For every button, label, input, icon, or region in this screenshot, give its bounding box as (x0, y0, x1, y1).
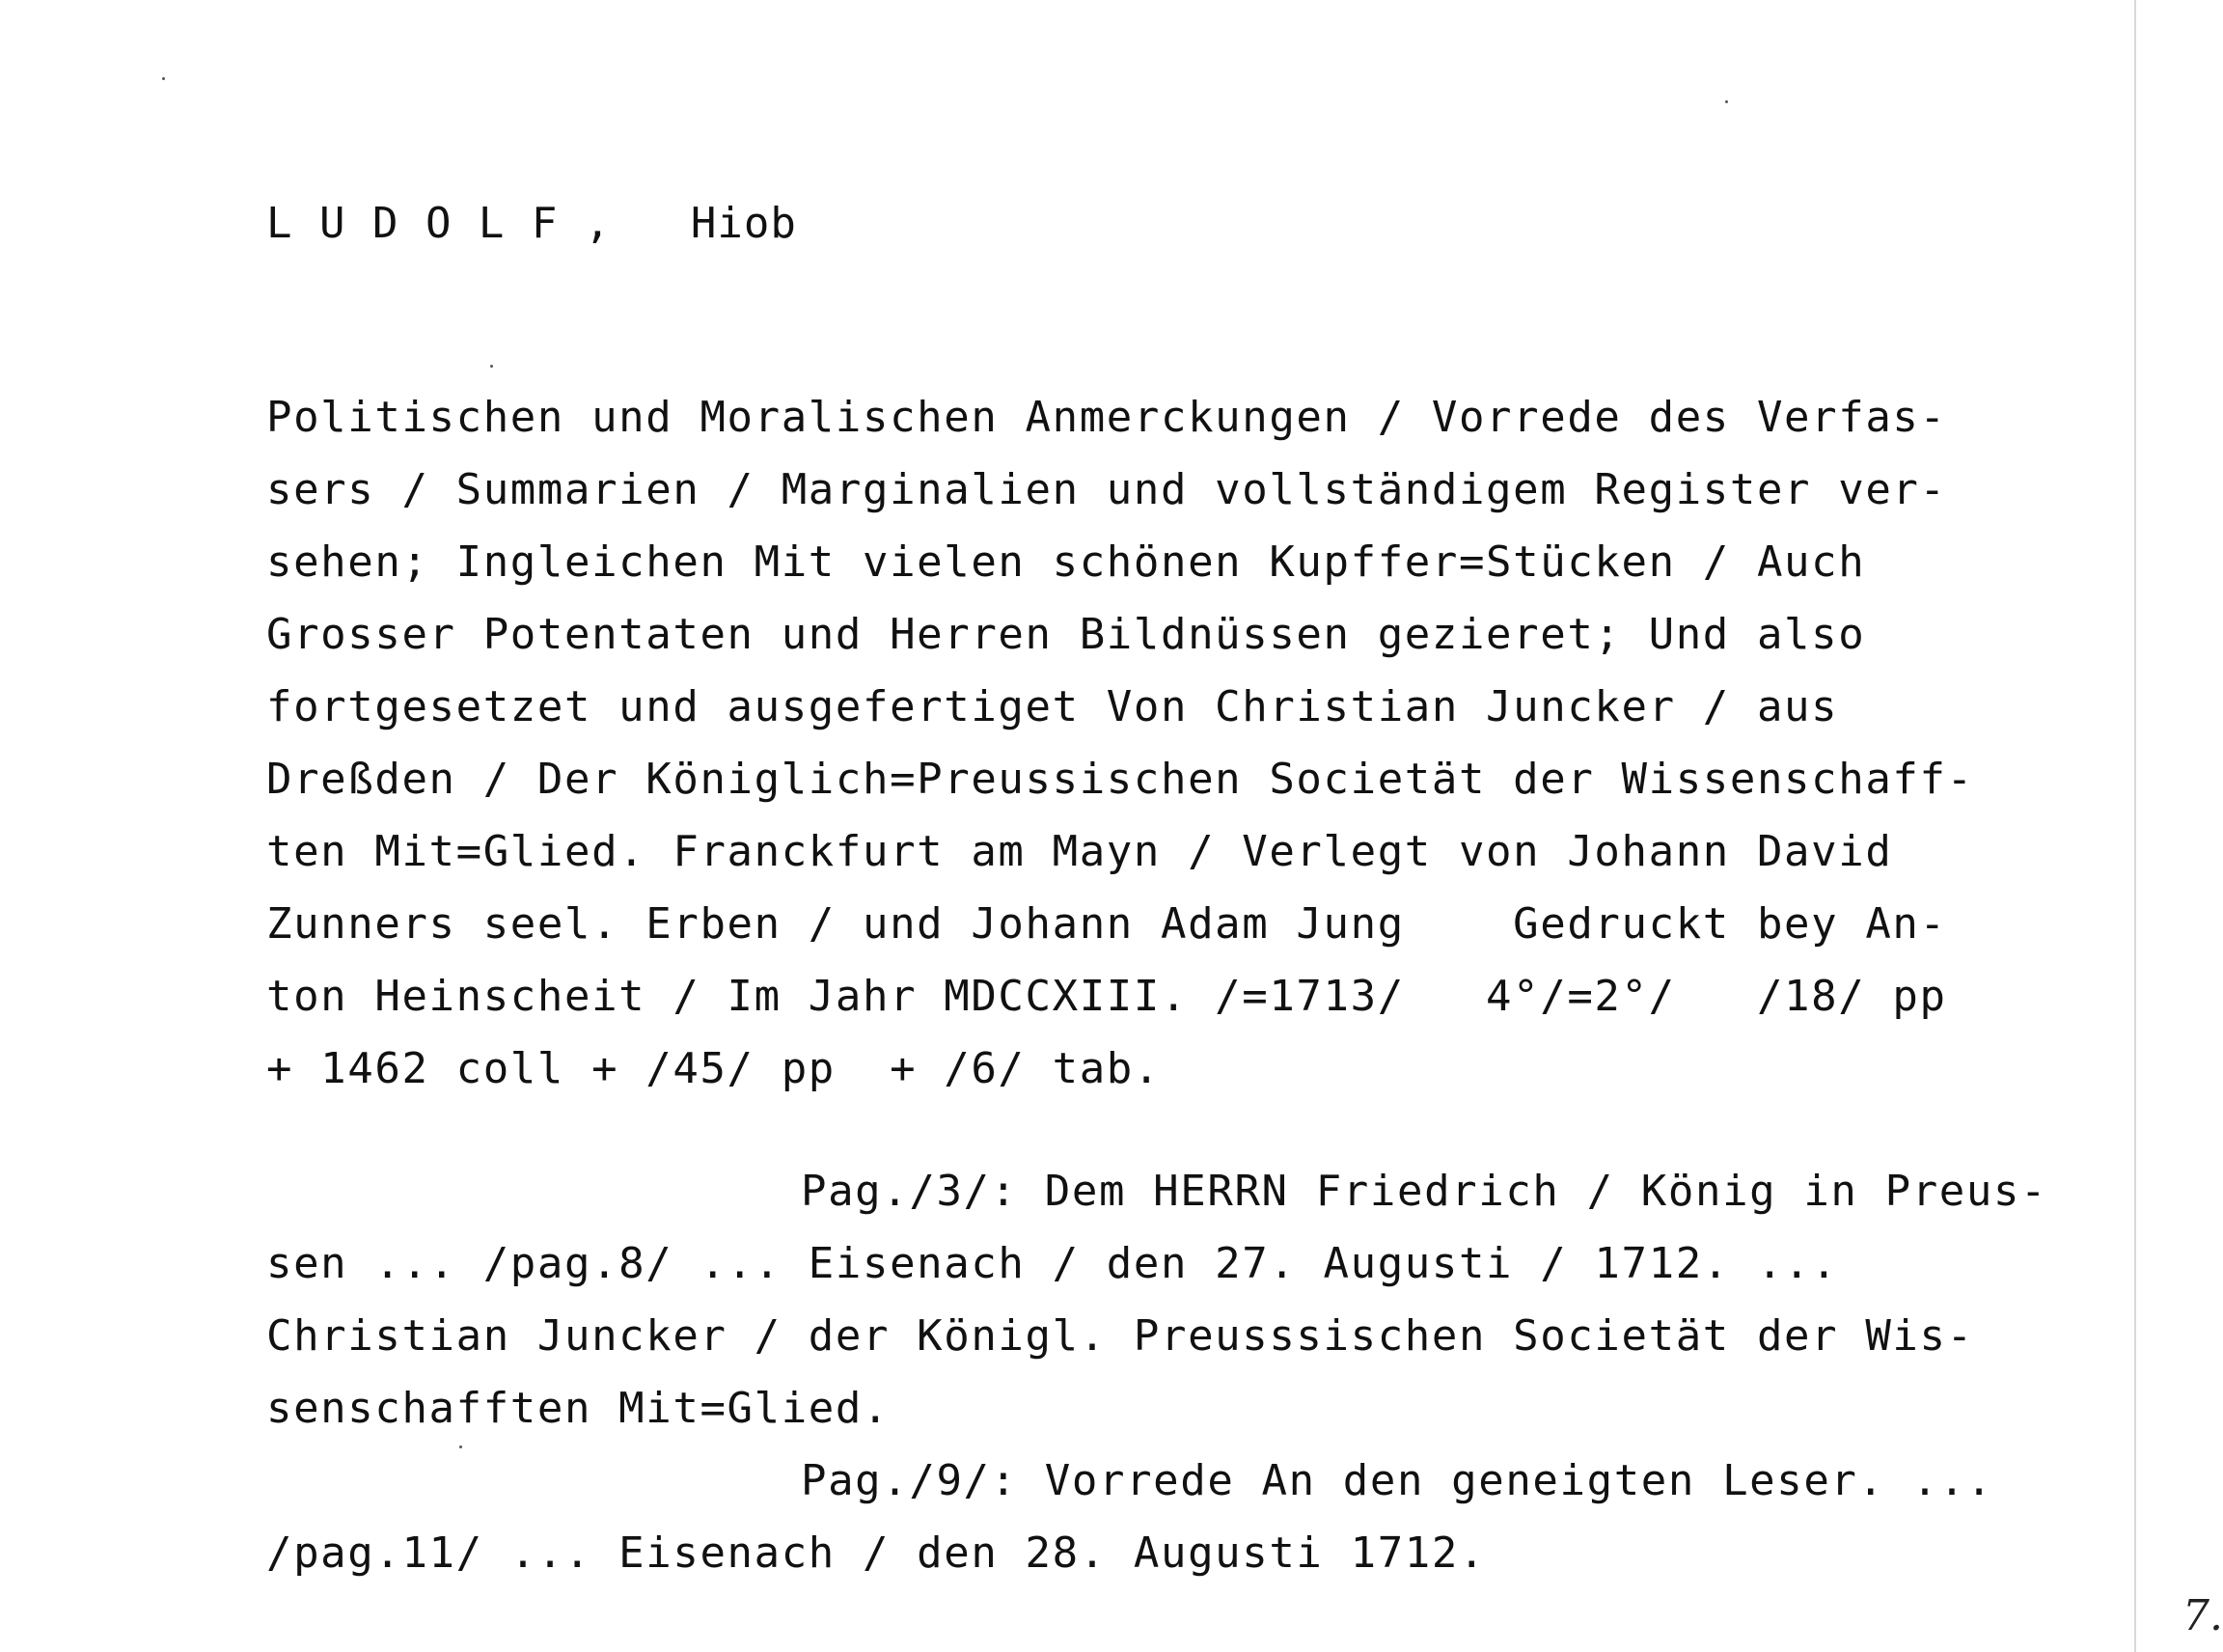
paper-speck (1725, 100, 1728, 103)
description-block (266, 381, 2128, 1589)
text-line: Politischen und Moralischen Anmerckungen / Vorrede des Verfas- (266, 393, 1947, 442)
text-line: Dreßden / Der Königlich=Preussischen Societät der Wissenschaff- (266, 755, 1974, 804)
text-line: fortgesetzet und ausgefertiget Von Christian Juncker / aus (266, 682, 1839, 731)
paper-speck (490, 365, 493, 368)
text-line: + 1462 coll + /45/ pp + /6/ tab. (266, 1044, 1161, 1093)
text-line: sen ... /pag.8/ ... Eisenach / den 27. Augusti / 1712. ... (266, 1239, 1839, 1288)
author-heading: L U D O L F , Hiob (266, 199, 797, 248)
text-line-indented: Pag./3/: Dem HERRN Friedrich / König in Preus- (801, 1167, 2048, 1216)
card-edge-line (2134, 0, 2136, 1652)
paragraph-gap (266, 1105, 2128, 1155)
paper-speck (162, 77, 165, 80)
text-line-indented: Pag./9/: Vorrede An den geneigten Leser. ... (801, 1456, 1993, 1505)
text-line: ton Heinscheit / Im Jahr MDCCXIII. /=1713/ 4°/=2°/ /18/ pp (266, 972, 1947, 1021)
text-line: Zunners seel. Erben / und Johann Adam Jung Gedruckt bey An- (266, 899, 1947, 949)
text-line: Christian Juncker / der Königl. Preusssischen Societät der Wis- (266, 1311, 1974, 1361)
text-line: Grosser Potentaten und Herren Bildnüssen gezieret; Und also (266, 610, 1866, 659)
text-line: senschafften Mit=Glied. (266, 1384, 891, 1433)
text-line: /pag.11/ ... Eisenach / den 28. Augusti 1712. (266, 1528, 1487, 1578)
handwritten-page-number: 7. (2182, 1591, 2223, 1640)
text-line: sehen; Ingleichen Mit vielen schönen Kupffer=Stücken / Auch (266, 537, 1866, 587)
paper-speck (459, 1446, 462, 1448)
text-line: ten Mit=Glied. Franckfurt am Mayn / Verlegt von Johann David (266, 827, 1893, 876)
text-line: sers / Summarien / Marginalien und vollständigem Register ver- (266, 465, 1947, 514)
